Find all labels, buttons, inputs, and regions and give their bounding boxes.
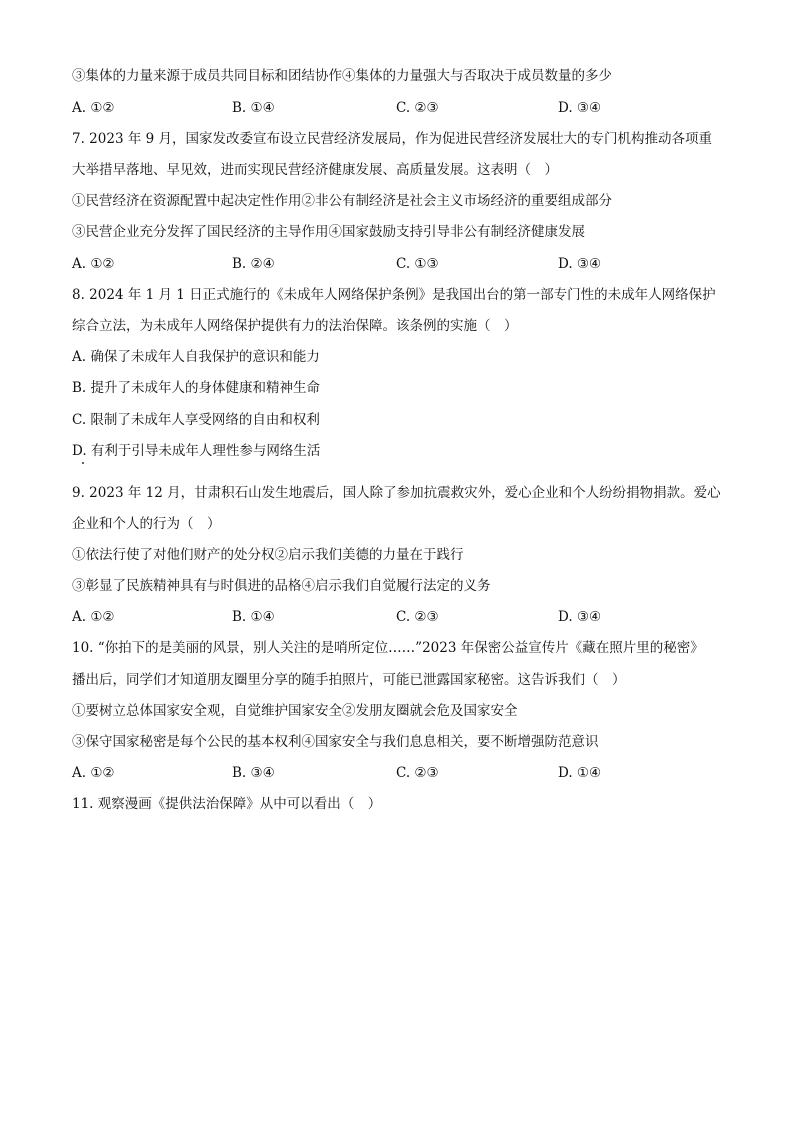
q8-choice-b: B. 提升了未成年人的身体健康和精神生命 [72,380,321,396]
q9-statement-line-2: ③彰显了民族精神具有与时俱进的品格④启示我们自觉履行法定的义务 [72,578,491,594]
q6-option-d: D. ③④ [558,100,602,116]
q9-option-a: A. ①② [72,609,115,625]
q7-stem-line-2: 大举措早落地、早见效，进而实现民营经济健康发展、高质量发展。这表明（ ） [72,162,558,178]
q10-option-c: C. ②③ [396,765,439,781]
q7-statement-line-1: ①民营经济在资源配置中起决定性作用②非公有制经济是社会主义市场经济的重要组成部分 [72,193,612,209]
q10-option-b: B. ③④ [232,765,275,781]
q9-option-c: C. ②③ [396,609,439,625]
q10-statement-line-1: ①要树立总体国家安全观，自觉维护国家安全②发朋友圈就会危及国家安全 [72,703,518,719]
q10-option-a: A. ①② [72,765,115,781]
q9-option-d: D. ③④ [558,609,602,625]
q7-option-a: A. ①② [72,256,115,272]
stray-dot-mark [82,462,84,464]
q8-stem-line-2: 综合立法，为未成年人网络保护提供有力的法治保障。该条例的实施（ ） [72,318,518,334]
q6-options [72,99,672,117]
q10-option-d: D. ①④ [558,765,602,781]
q9-stem-line-2: 企业和个人的行为（ ） [72,516,221,532]
q11-stem-line-1: 11. 观察漫画《提供法治保障》从中可以看出（ ） [72,796,382,812]
q8-choice-a: A. 确保了未成年人自我保护的意识和能力 [72,349,320,365]
q10-stem-line-2: 播出后，同学们才知道朋友圈里分享的随手拍照片，可能已泄露国家秘密。这告诉我们（ ） [72,672,626,688]
q8-choice-c: C. 限制了未成年人享受网络的自由和权利 [72,412,320,428]
q10-statement-line-2: ③保守国家秘密是每个公民的基本权利④国家安全与我们息息相关，要不断增强防范意识 [72,734,599,750]
q7-stem-line-1: 7. 2023 年 9 月，国家发改委宣布设立民营经济发展局，作为促进民营经济发展壮大的专门机构推动各项重 [72,131,712,147]
q10-stem-line-1: 10. “你拍下的是美丽的风景，别人关注的是哨所定位……”2023 年保密公益宣传片《藏在照片里的秘密》 [72,640,704,656]
q8-stem-line-1: 8. 2024 年 1 月 1 日正式施行的《未成年人网络保护条例》是我国出台的第一部专门性的未成年人网络保护 [72,287,716,303]
q6-statement-line: ③集体的力量来源于成员共同目标和团结协作④集体的力量强大与否取决于成员数量的多少 [72,68,612,84]
q6-option-b: B. ①④ [232,100,275,116]
q7-option-b: B. ②④ [232,256,275,272]
q7-statement-line-2: ③民营企业充分发挥了国民经济的主导作用④国家鼓励支持引导非公有制经济健康发展 [72,224,585,240]
q6-option-c: C. ②③ [396,100,439,116]
q10-options [72,764,672,782]
q9-stem-line-1: 9. 2023 年 12 月，甘肃积石山发生地震后，国人除了参加抗震救灾外，爱心企业和个人纷纷捐物捐款。爱心 [72,485,721,501]
q9-option-b: B. ①④ [232,609,275,625]
q7-options [72,255,672,273]
q8-choice-d: D. 有利于引导未成年人理性参与网络生活 [72,443,321,459]
q9-statement-line-1: ①依法行使了对他们财产的处分权②启示我们美德的力量在于践行 [72,547,464,563]
q7-option-d: D. ③④ [558,256,602,272]
q7-option-c: C. ①③ [396,256,439,272]
q6-option-a: A. ①② [72,100,115,116]
q9-options [72,608,672,626]
